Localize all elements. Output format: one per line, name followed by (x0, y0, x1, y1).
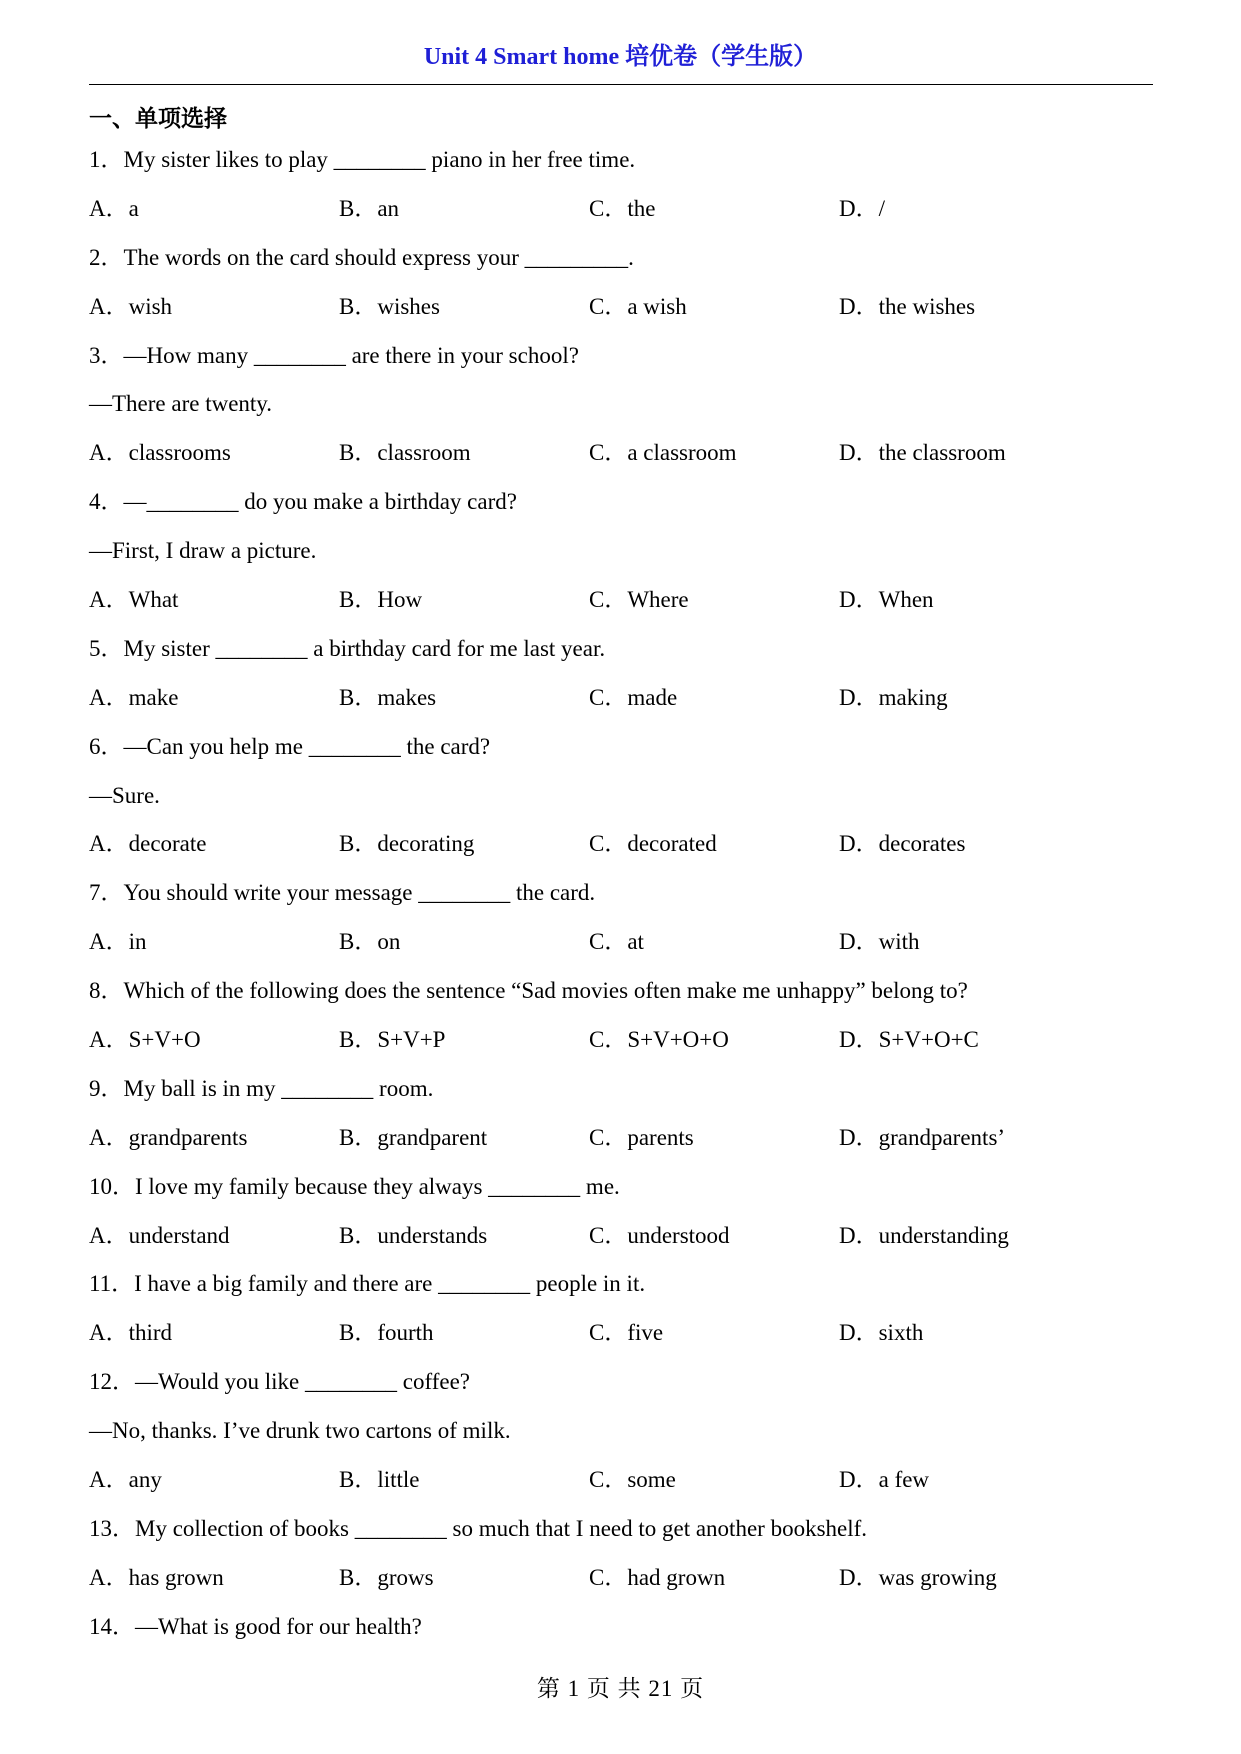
options-row (89, 1123, 1153, 1172)
option-c[interactable]: C．a classroom (589, 440, 737, 466)
option-d[interactable]: D．S+V+O+C (839, 1027, 979, 1053)
option-a[interactable]: A．has grown (89, 1564, 224, 1590)
question-item (89, 145, 1153, 243)
question-item (89, 487, 1153, 634)
option-c[interactable]: C．Where (589, 587, 689, 613)
question-item (89, 1172, 1153, 1270)
option-a[interactable]: A．a (89, 195, 139, 221)
question-item (89, 1269, 1153, 1367)
question-stem: 4．—________ do you make a birthday card? (89, 489, 517, 515)
option-d[interactable]: D．sixth (839, 1320, 924, 1346)
options-row (89, 194, 1153, 243)
option-a[interactable]: A．What (89, 587, 179, 613)
option-b[interactable]: B．grows (339, 1564, 434, 1590)
option-d[interactable]: D．decorates (839, 831, 966, 857)
question-item (89, 732, 1153, 879)
option-d[interactable]: D．was growing (839, 1564, 997, 1590)
option-b[interactable]: B．classroom (339, 440, 471, 466)
options-row (89, 1221, 1153, 1270)
options-row (89, 1465, 1153, 1514)
question-stem: 7．You should write your message ________ the card. (89, 880, 596, 906)
question-stem: 3．—How many ________ are there in your school? (89, 342, 579, 368)
option-c[interactable]: C．some (589, 1467, 676, 1493)
question-list (89, 145, 1153, 1661)
option-a[interactable]: A．grandparents (89, 1124, 248, 1150)
options-row (89, 1563, 1153, 1612)
option-a[interactable]: A．any (89, 1467, 162, 1493)
option-a[interactable]: A．third (89, 1320, 173, 1346)
question-item (89, 341, 1153, 488)
option-c[interactable]: C．at (589, 929, 644, 955)
option-c[interactable]: C．had grown (589, 1564, 726, 1590)
options-row (89, 292, 1153, 341)
question-item (89, 1514, 1153, 1612)
option-b[interactable]: B．makes (339, 684, 437, 710)
option-a[interactable]: A．decorate (89, 831, 207, 857)
option-b[interactable]: B．grandparent (339, 1124, 488, 1150)
question-stem: 10．I love my family because they always ________ me. (89, 1173, 620, 1199)
option-c[interactable]: C．a wish (589, 293, 687, 319)
section-title: 一、单项选择 (89, 106, 227, 131)
option-c[interactable]: C．five (589, 1320, 664, 1346)
option-d[interactable]: D．When (839, 587, 934, 613)
question-item (89, 976, 1153, 1074)
option-a[interactable]: A．wish (89, 293, 173, 319)
question-item (89, 634, 1153, 732)
option-a[interactable]: A．make (89, 684, 179, 710)
question-stem: 5．My sister ________ a birthday card for me last year. (89, 635, 606, 661)
question-stem-line: —No, thanks. I’ve drunk two cartons of milk. (89, 1418, 511, 1444)
option-b[interactable]: B．understands (339, 1222, 488, 1248)
page-footer: 第 1 页 共 21 页 (536, 1676, 705, 1701)
option-d[interactable]: D．/ (839, 195, 885, 221)
option-d[interactable]: D．with (839, 929, 920, 955)
header-divider (89, 84, 1153, 85)
option-b[interactable]: B．How (339, 587, 423, 613)
option-d[interactable]: D．grandparents’ (839, 1124, 1006, 1150)
option-a[interactable]: A．understand (89, 1222, 230, 1248)
question-stem: 12．—Would you like ________ coffee? (89, 1369, 470, 1395)
option-a[interactable]: A．S+V+O (89, 1027, 201, 1053)
option-d[interactable]: D．a few (839, 1467, 930, 1493)
question-stem: 8．Which of the following does the sentence “Sad movies often make me unhappy” belong to? (89, 978, 968, 1004)
option-c[interactable]: C．made (589, 684, 678, 710)
options-row (89, 438, 1153, 487)
option-b[interactable]: B．an (339, 195, 400, 221)
options-row (89, 1025, 1153, 1074)
option-d[interactable]: D．the classroom (839, 440, 1006, 466)
option-b[interactable]: B．little (339, 1467, 420, 1493)
options-row (89, 1318, 1153, 1367)
option-c[interactable]: C．parents (589, 1124, 694, 1150)
options-row (89, 585, 1153, 634)
option-b[interactable]: B．wishes (339, 293, 440, 319)
options-row (89, 829, 1153, 878)
question-stem-line: —First, I draw a picture. (89, 538, 317, 564)
option-d[interactable]: D．making (839, 684, 948, 710)
option-d[interactable]: D．the wishes (839, 293, 976, 319)
option-b[interactable]: B．S+V+P (339, 1027, 446, 1053)
option-a[interactable]: A．classrooms (89, 440, 231, 466)
option-c[interactable]: C．decorated (589, 831, 717, 857)
question-item (89, 243, 1153, 341)
option-c[interactable]: C．S+V+O+O (589, 1027, 729, 1053)
question-item (89, 1367, 1153, 1514)
option-b[interactable]: B．fourth (339, 1320, 434, 1346)
question-item (89, 1074, 1153, 1172)
question-stem: 13．My collection of books ________ so much that I need to get another bookshelf. (89, 1515, 868, 1541)
page-header-title: Unit 4 Smart home 培优卷（学生版） (423, 44, 818, 70)
options-row (89, 927, 1153, 976)
question-stem: 6．—Can you help me ________ the card? (89, 733, 491, 759)
question-stem: 9．My ball is in my ________ room. (89, 1075, 434, 1101)
option-c[interactable]: C．understood (589, 1222, 730, 1248)
question-stem-line: —Sure. (89, 782, 160, 808)
question-stem: 2．The words on the card should express your _________. (89, 244, 634, 270)
question-stem: 11．I have a big family and there are ________ people in it. (89, 1271, 646, 1297)
question-stem: 14．—What is good for our health? (89, 1613, 422, 1639)
question-item (89, 878, 1153, 976)
option-a[interactable]: A．in (89, 929, 147, 955)
question-stem: 1．My sister likes to play ________ piano in her free time. (89, 147, 636, 172)
question-item (89, 1612, 1153, 1661)
option-d[interactable]: D．understanding (839, 1222, 1009, 1248)
options-row (89, 683, 1153, 732)
question-stem-line: —There are twenty. (89, 391, 273, 417)
option-b[interactable]: B．decorating (339, 831, 475, 857)
option-c[interactable]: C．the (589, 195, 656, 221)
option-b[interactable]: B．on (339, 929, 401, 955)
